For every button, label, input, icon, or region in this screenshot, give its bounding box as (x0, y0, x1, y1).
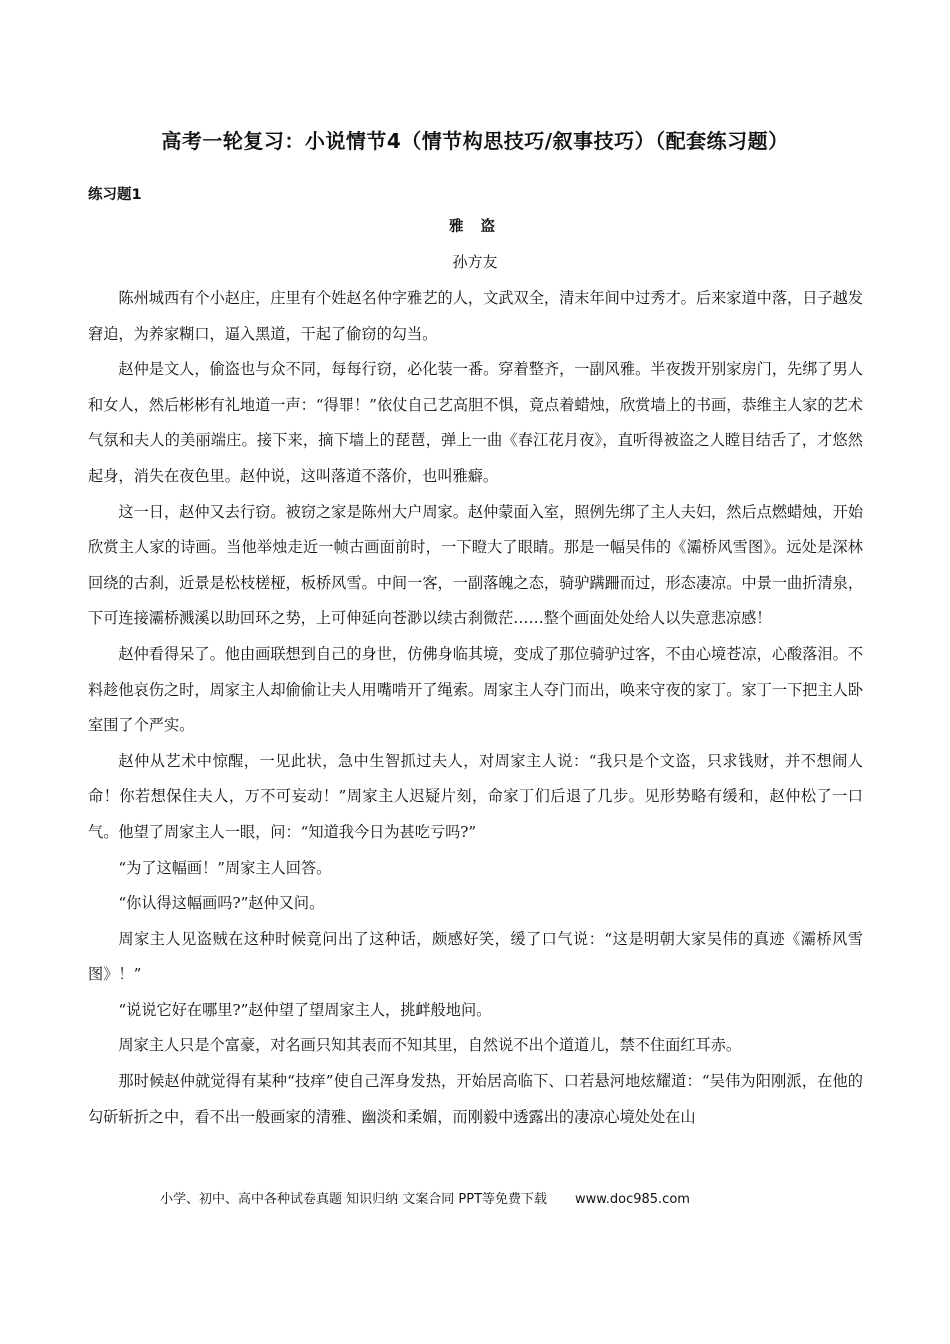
paragraph: 赵仲看得呆了。他由画联想到自己的身世，仿佛身临其境，变成了那位骑驴过客，不由心境苍凉，心酸落泪。不料趁他哀伤之时，周家主人却偷偷让夫人用嘴啃开了绳索。周家主人夺门而出，唤来守夜的家丁。家丁一下把主人卧室围了个严实。 (88, 644, 863, 735)
story-body (88, 281, 863, 1135)
document-title: 高考一轮复习：小说情节4（情节构思技巧/叙事技巧）（配套练习题） (161, 129, 789, 153)
page-footer (160, 1190, 800, 1210)
footer-text: 小学、初中、高中各种试卷真题 知识归纳 文案合同 PPT等免费下载 (160, 1192, 548, 1207)
paragraph: “说说它好在哪里?”赵仲望了望周家主人，挑衅般地问。 (118, 1000, 492, 1019)
paragraph: “为了这幅画！”周家主人回答。 (118, 858, 332, 877)
paragraph: 周家主人见盗贼在这种时候竟问出了这种话，颇感好笑，缓了口气说：“这是明朝大家吴伟的真迹《灞桥风雪图》！” (88, 929, 863, 984)
paragraph: 那时候赵仲就觉得有某种“技痒”使自己浑身发热，开始居高临下、口若悬河地炫耀道：“吴伟为阳刚派，在他的勾斫斩折之中，看不出一般画家的清雅、幽淡和柔媚，而刚毅中透露出的凄凉心境处处在山 (88, 1072, 863, 1126)
paragraph: 赵仲从艺术中惊醒，一见此状，急中生智抓过夫人，对周家主人说：“我只是个文盗，只求钱财，并不想闹人命！你若想保住夫人，万不可妄动！”周家主人迟疑片刻，命家丁们后退了几步。见形势略有缓和，赵仲松了一口气。他望了周家主人一眼，问：“知道我今日为甚吃亏吗?” (88, 751, 863, 841)
paragraph: 这一日，赵仲又去行窃。被窃之家是陈州大户周家。赵仲蒙面入室，照例先绑了主人夫妇，然后点燃蜡烛，开始欣赏主人家的诗画。当他举烛走近一帧古画面前时，一下瞪大了眼睛。那是一幅吴伟的《灞桥风雪图》。远处是深林回绕的古刹，近景是松枝槎桠，板桥风雪。中间一客，一副落魄之态，骑驴蹒跚而过，形态凄凉。中景一曲折清泉，下可连接灞桥溅溪以助回环之势，上可伸延向苍渺以续古刹微茫……整个画面处处给人以失意悲凉感！ (88, 502, 863, 628)
paragraph: 陈州城西有个小赵庄，庄里有个姓赵名仲字雅艺的人，文武双全，清末年间中过秀才。后来家道中落，日子越发窘迫，为养家糊口，逼入黑道，干起了偷窃的勾当。 (88, 289, 863, 343)
story-author: 孙方友 (452, 253, 498, 271)
footer-url[interactable]: www.doc985.com (575, 1192, 690, 1207)
paragraph: 赵仲是文人，偷盗也与众不同，每每行窃，必化装一番。穿着整齐，一副风雅。半夜拨开别家房门，先绑了男人和女人，然后彬彬有礼地道一声：“得罪！”依仗自己艺高胆不惧，竟点着蜡烛，欣赏墙上的书画，恭维主人家的艺术气氛和夫人的美丽端庄。接下来，摘下墙上的琵琶，弹上一曲《春江花月夜》，直听得被盗之人瞠目结舌了，才悠然起身，消失在夜色里。赵仲说，这叫落道不落价，也叫雅癖。 (88, 360, 863, 485)
section-label: 练习题1 (88, 187, 142, 203)
paragraph: “你认得这幅画吗?”赵仲又问。 (118, 894, 325, 913)
paragraph: 周家主人只是个富豪，对名画只知其表而不知其里，自然说不出个道道儿，禁不住面红耳赤。 (118, 1036, 742, 1055)
story-title: 雅 盗 (448, 219, 502, 235)
